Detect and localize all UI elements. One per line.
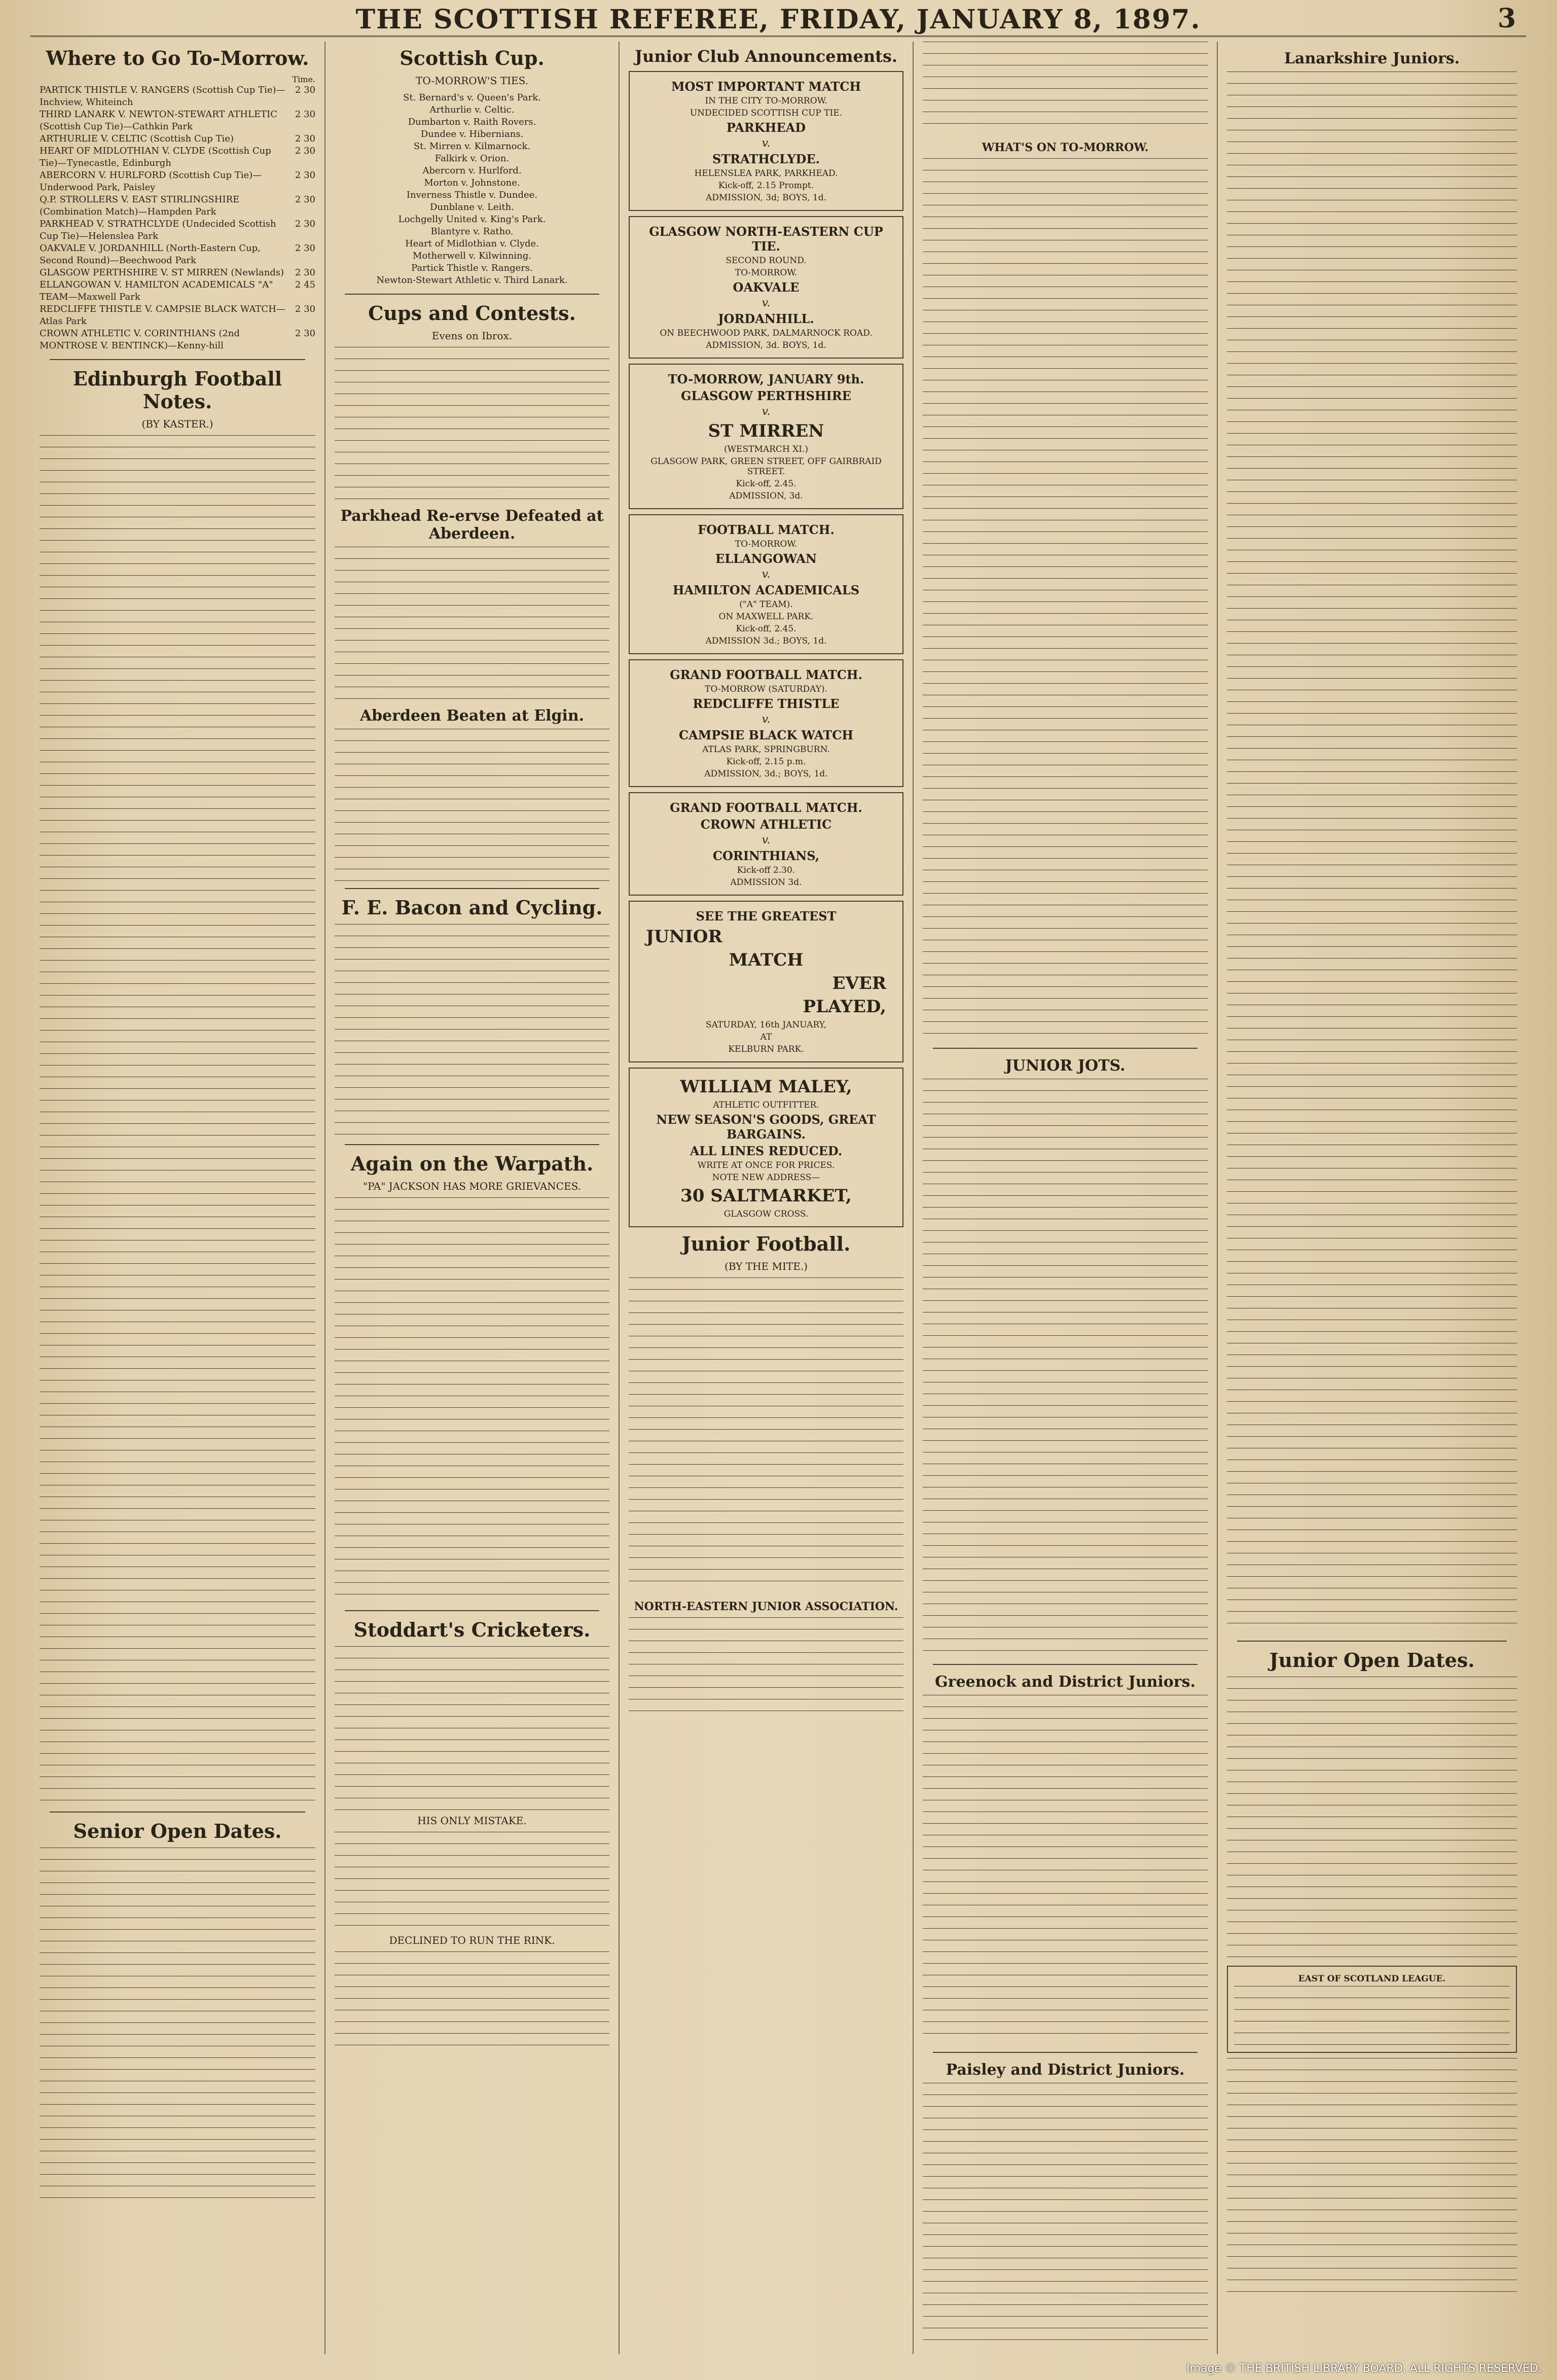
fixture-row <box>40 133 315 145</box>
tie-item: Partick Thistle v. Rangers. <box>411 263 533 273</box>
ad-headline: FOOTBALL MATCH. <box>698 522 835 537</box>
ties-title: TO-MORROW'S TIES. <box>416 75 528 87</box>
ad-crown <box>629 792 903 896</box>
junior-football-byline: (BY THE MITE.) <box>725 1260 808 1272</box>
tie-item: Blantyre v. Ratho. <box>430 226 514 237</box>
fixture-row <box>40 279 315 303</box>
page-number: 3 <box>1497 3 1516 34</box>
stoddart-title: Stoddart's Cricketers. <box>353 1618 591 1641</box>
contests-sub: Evens on Ibrox. <box>431 330 513 342</box>
fixture-time: 2 30 <box>295 304 315 314</box>
cup-title: Scottish Cup. <box>400 47 545 69</box>
senior-open-title: Senior Open Dates. <box>73 1820 282 1842</box>
lanarkshire-title: Lanarkshire Juniors. <box>1284 50 1460 67</box>
ad-versus: v. <box>762 568 771 581</box>
column-4 <box>913 42 1217 2354</box>
fixture-row <box>40 194 315 218</box>
ad-line: HELENSLEA PARK, PARKHEAD. <box>694 168 838 179</box>
paisley-body <box>923 2083 1208 2347</box>
ad-line: GLASGOW PARK, GREEN STREET, OFF GAIRBRAID STREET. <box>650 456 882 477</box>
ad-line: AT <box>760 1032 772 1042</box>
north-eastern-title: NORTH-EASTERN JUNIOR ASSOCIATION. <box>634 1600 898 1613</box>
ad-headline: TO-MORROW, JANUARY 9th. <box>668 372 864 386</box>
ad-word: MATCH <box>729 950 804 970</box>
fixture-time: 2 30 <box>295 328 315 339</box>
aberdeen-body <box>335 729 609 881</box>
fixture-row <box>40 328 315 352</box>
tie-item: St. Bernard's v. Queen's Park. <box>403 92 541 103</box>
ad-word: JUNIOR <box>646 927 722 947</box>
where-title: Where to Go To-Morrow. <box>46 47 309 69</box>
masthead-title: THE SCOTTISH REFEREE, FRIDAY, JANUARY 8, 1897. <box>355 4 1201 35</box>
tie-item: Arthurlie v. Celtic. <box>429 104 515 115</box>
fixture-time: 2 30 <box>295 194 315 205</box>
fixture-time: 2 30 <box>295 109 315 120</box>
fixture-text: THIRD LANARK V. NEWTON-STEWART ATHLETIC (Scottish Cup Tie)—Cathkin Park <box>40 109 277 132</box>
ad-line: ADMISSION, 3d.; BOYS, 1d. <box>704 769 828 779</box>
fixture-row <box>40 169 315 194</box>
fixture-time: 2 30 <box>295 243 315 254</box>
col5-bottom-body <box>1227 2058 1517 2301</box>
fixture-text: HEART OF MIDLOTHIAN V. CLYDE (Scottish Cup Tie)—Tynecastle, Edinburgh <box>40 146 271 168</box>
ad-word: EVER <box>832 973 886 993</box>
fixture-text: REDCLIFFE THISTLE V. CAMPSIE BLACK WATCH—Atlas Park <box>40 304 285 327</box>
junior-title: Junior Club Announcements. <box>634 47 898 66</box>
junior-open-body <box>1227 1677 1517 1961</box>
parkhead-body <box>335 547 609 699</box>
ad-line: SATURDAY, 16th JANUARY, <box>705 1020 827 1030</box>
fixture-text: ARTHURLIE V. CELTIC (Scottish Cup Tie) <box>40 133 234 144</box>
ad-line: TO-MORROW (SATURDAY). <box>705 684 827 694</box>
ad-line: ON BEECHWOOD PARK, DALMARNOCK ROAD. <box>660 328 873 338</box>
whats-on-body <box>923 158 1208 1041</box>
ad-team: CORINTHIANS, <box>712 848 820 863</box>
fixture-time: 2 30 <box>295 85 315 95</box>
senior-open-body <box>40 1848 315 2203</box>
greenock-body <box>923 1695 1208 2045</box>
ad-line: WRITE AT ONCE FOR PRICES. <box>697 1160 835 1170</box>
ad-address: 30 SALTMARKET, <box>680 1186 852 1206</box>
fixture-time: 2 30 <box>295 133 315 144</box>
time-label: Time. <box>292 75 315 84</box>
ad-ellangowan <box>629 514 903 654</box>
ad-team: CROWN ATHLETIC <box>700 817 832 832</box>
ad-line: (WESTMARCH XI.) <box>723 444 809 454</box>
ad-versus: v. <box>762 137 771 150</box>
stoddart-body-2 <box>335 1832 609 1933</box>
fixture-row <box>40 242 315 267</box>
fixture-time: 2 45 <box>295 279 315 290</box>
east-league-title: EAST OF SCOTLAND LEAGUE. <box>1298 1974 1446 1984</box>
ad-line: NEW SEASON'S GOODS, GREAT BARGAINS. <box>656 1112 876 1142</box>
parkhead-title: Parkhead Re-ervse Defeated at Aberdeen. <box>340 507 604 543</box>
fixture-row <box>40 303 315 328</box>
column-2 <box>324 42 619 2354</box>
fixture-text: OAKVALE V. JORDANHILL (North-Eastern Cup, Second Round)—Beechwood Park <box>40 243 261 266</box>
column-5 <box>1217 42 1526 2354</box>
ad-line: Kick-off, 2.45. <box>736 624 796 634</box>
masthead <box>30 0 1526 37</box>
tie-item: Abercorn v. Hurlford. <box>422 165 522 176</box>
tie-item: Heart of Midlothian v. Clyde. <box>405 238 539 249</box>
contests-title: Cups and Contests. <box>368 302 576 325</box>
ad-line: ADMISSION, 3d. BOYS, 1d. <box>706 340 826 350</box>
ad-parkhead <box>629 71 903 211</box>
ad-line: ("A" TEAM). <box>739 599 793 610</box>
tie-item: Morton v. Johnstone. <box>424 177 520 188</box>
ad-perthshire <box>629 364 903 509</box>
ad-line: ATLAS PARK, SPRINGBURN. <box>702 744 830 755</box>
warpath-sub: "PA" JACKSON HAS MORE GRIEVANCES. <box>363 1180 582 1192</box>
ad-redcliffe <box>629 659 903 787</box>
fixture-text: CROWN ATHLETIC V. CORINTHIANS (2nd MONTROSE V. BENTINCK)—Kenny-hill <box>40 328 240 351</box>
col4-top-body <box>923 42 1208 133</box>
ad-line: GLASGOW CROSS. <box>723 1209 809 1219</box>
ad-oakvale <box>629 216 903 359</box>
fixture-time: 2 30 <box>295 170 315 181</box>
fixture-row <box>40 218 315 242</box>
fixture-text: ABERCORN V. HURLFORD (Scottish Cup Tie)—Underwood Park, Paisley <box>40 170 262 193</box>
ad-line: TO-MORROW. <box>735 539 798 549</box>
tie-item: Lochgelly United v. King's Park. <box>398 214 546 225</box>
greenock-title: Greenock and District Juniors. <box>935 1673 1196 1691</box>
ad-line: ADMISSION, 3d. <box>729 491 803 501</box>
ad-headline: GRAND FOOTBALL MATCH. <box>670 800 862 815</box>
ad-headline: WILLIAM MALEY, <box>680 1077 852 1097</box>
ad-versus: v. <box>762 834 771 846</box>
ad-line: ON MAXWELL PARK. <box>718 612 814 622</box>
ad-team: GLASGOW PERTHSHIRE <box>681 388 851 403</box>
ad-headline: GRAND FOOTBALL MATCH. <box>670 667 862 682</box>
fixture-text: Q.P. STROLLERS V. EAST STIRLINGSHIRE (Combination Match)—Hampden Park <box>40 194 240 217</box>
stoddart-sub2: DECLINED TO RUN THE RINK. <box>389 1934 555 1946</box>
junior-football-body <box>629 1277 903 1592</box>
ad-line: ATHLETIC OUTFITTER. <box>713 1100 819 1110</box>
bacon-body <box>335 924 609 1137</box>
tie-item: Dumbarton v. Raith Rovers. <box>408 117 536 127</box>
tie-item: Motherwell v. Kilwinning. <box>412 251 532 261</box>
fixture-text: GLASGOW PERTHSHIRE V. ST MIRREN (Newlands) <box>40 267 284 278</box>
fixture-time: 2 30 <box>295 219 315 229</box>
warpath-body <box>335 1197 609 1603</box>
ad-greatest <box>629 901 903 1062</box>
ad-headline: MOST IMPORTANT MATCH <box>671 79 861 94</box>
junior-open-title: Junior Open Dates. <box>1269 1649 1475 1672</box>
fixture-time: 2 30 <box>295 146 315 156</box>
tie-item: Newton-Stewart Athletic v. Third Lanark. <box>376 275 568 286</box>
fixtures-list <box>40 84 315 352</box>
junior-jots-title: JUNIOR JOTS. <box>1005 1057 1126 1075</box>
tie-item: Inverness Thistle v. Dundee. <box>406 190 538 200</box>
ad-line: Kick-off, 2.15 p.m. <box>726 757 806 767</box>
fixture-row <box>40 267 315 279</box>
junior-football-title: Junior Football. <box>681 1232 851 1255</box>
ad-line: SECOND ROUND. <box>726 256 807 266</box>
ad-line: Kick-off 2.30. <box>737 865 795 875</box>
ad-team: PARKHEAD <box>726 120 806 135</box>
bacon-title: F. E. Bacon and Cycling. <box>341 896 603 919</box>
ad-team: STRATHCLYDE. <box>712 152 820 166</box>
tie-item: Dunblane v. Leith. <box>430 202 514 212</box>
edinburgh-byline: (BY KASTER.) <box>141 418 213 430</box>
image-credit: Image © THE BRITISH LIBRARY BOARD. ALL RIGHTS RESERVED. <box>1186 2362 1542 2375</box>
column-3 <box>619 42 913 2354</box>
fixture-text: PARTICK THISTLE V. RANGERS (Scottish Cup Tie)—Inchview, Whiteinch <box>40 85 285 108</box>
fixture-row <box>40 145 315 169</box>
lanarkshire-body <box>1227 72 1517 1633</box>
contests-body <box>335 347 609 499</box>
ad-versus: v. <box>762 405 771 418</box>
stoddart-sub1: HIS ONLY MISTAKE. <box>417 1815 527 1827</box>
fixture-text: ELLANGOWAN V. HAMILTON ACADEMICALS "A" TEAM—Maxwell Park <box>40 279 273 302</box>
tie-item: Falkirk v. Orion. <box>434 153 510 164</box>
column-1 <box>30 42 324 2354</box>
ties-list <box>335 92 609 287</box>
north-eastern-body <box>629 1617 903 1719</box>
ad-team: REDCLIFFE THISTLE <box>693 696 840 711</box>
paisley-title: Paisley and District Juniors. <box>946 2061 1185 2079</box>
junior-jots-body <box>923 1079 1208 1657</box>
tie-item: Dundee v. Hibernians. <box>420 129 524 139</box>
ad-line: KELBURN PARK. <box>728 1044 804 1054</box>
ad-line: ADMISSION 3d.; BOYS, 1d. <box>705 636 827 646</box>
ad-versus: v. <box>762 297 771 309</box>
aberdeen-title: Aberdeen Beaten at Elgin. <box>359 707 585 725</box>
east-league-body <box>1234 1986 1510 2047</box>
ad-line: Kick-off, 2.15 Prompt. <box>718 181 814 191</box>
edinburgh-title: Edinburgh Football Notes. <box>73 367 282 413</box>
ad-headline: SEE THE GREATEST <box>696 909 837 923</box>
stoddart-body-3 <box>335 1951 609 2053</box>
ad-line: TO-MORROW. <box>735 268 798 278</box>
ad-line: ADMISSION 3d. <box>730 877 802 887</box>
ad-team: OAKVALE <box>733 280 800 295</box>
ad-line: IN THE CITY TO-MORROW. <box>705 96 827 106</box>
ad-line: UNDECIDED SCOTTISH CUP TIE. <box>690 108 843 118</box>
fixture-row <box>40 109 315 133</box>
ad-line: NOTE NEW ADDRESS— <box>712 1173 820 1183</box>
ad-line: Kick-off, 2.45. <box>736 479 796 489</box>
whats-on-title: WHAT'S ON TO-MORROW. <box>982 141 1149 154</box>
fixture-time: 2 30 <box>295 267 315 278</box>
ad-maley <box>629 1068 903 1227</box>
ad-word: PLAYED, <box>803 997 886 1017</box>
ad-team: HAMILTON ACADEMICALS <box>672 583 860 597</box>
ad-team: CAMPSIE BLACK WATCH <box>678 728 853 742</box>
ad-versus: v. <box>762 713 771 726</box>
ad-team: ST MIRREN <box>708 421 824 441</box>
stoddart-body-1 <box>335 1646 609 1814</box>
edinburgh-body <box>40 435 315 1804</box>
ad-team: JORDANHILL. <box>718 311 814 326</box>
east-league-box <box>1227 1966 1517 2053</box>
ad-headline: GLASGOW NORTH-EASTERN CUP TIE. <box>649 224 883 254</box>
ad-line: ADMISSION, 3d; BOYS, 1d. <box>705 193 827 203</box>
fixture-text: PARKHEAD V. STRATHCLYDE (Undecided Scottish Cup Tie)—Helenslea Park <box>40 219 276 241</box>
fixture-row <box>40 84 315 109</box>
tie-item: St. Mirren v. Kilmarnock. <box>413 141 531 152</box>
ad-team: ELLANGOWAN <box>715 551 817 566</box>
ad-line: ALL LINES REDUCED. <box>690 1144 843 1158</box>
warpath-title: Again on the Warpath. <box>350 1152 594 1175</box>
